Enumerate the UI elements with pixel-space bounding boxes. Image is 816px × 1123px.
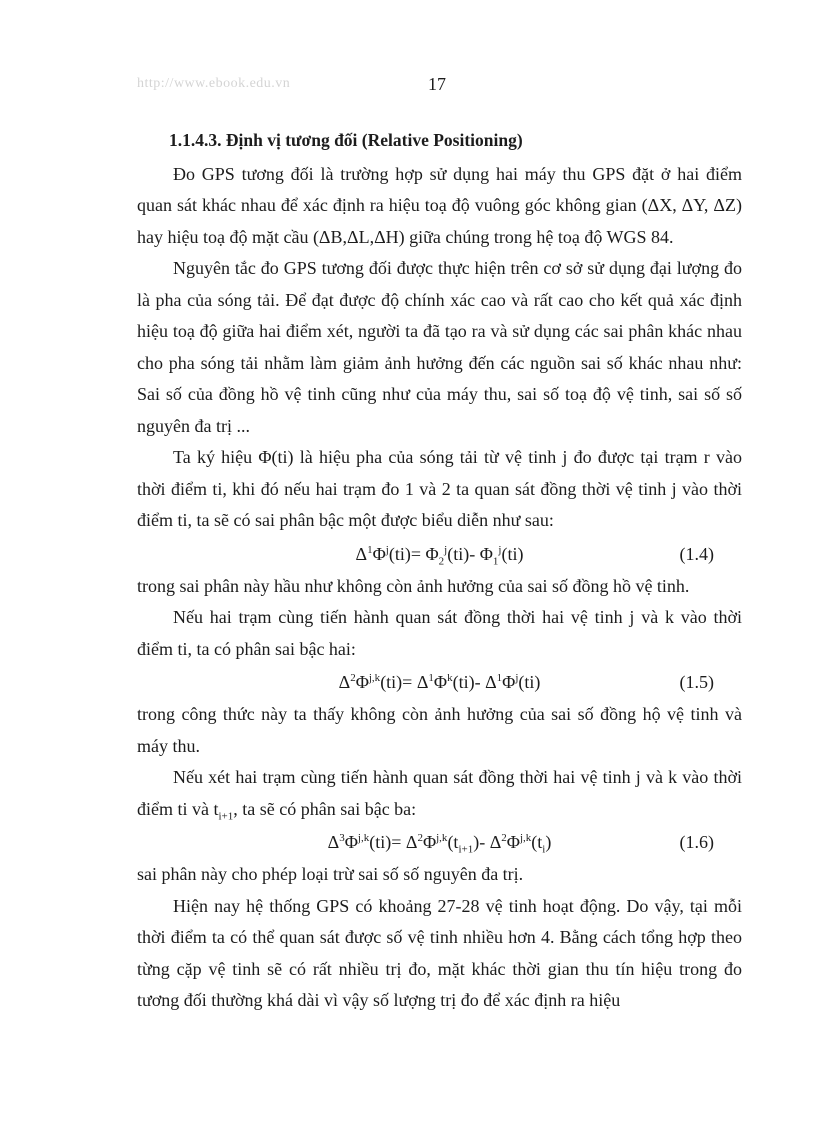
equation-number: (1.6) <box>679 832 714 852</box>
text-fragment: , ta sẽ có phân sai bậc ba: <box>233 798 417 819</box>
paragraph-notation: Ta ký hiệu Φ(ti) là hiệu pha của sóng tải từ vệ tinh j đo được tại trạm r vào thời điểm ti, khi đó nếu hai trạm đo 1 và 2 ta quan sát đồng thời vệ tinh j vào thời điểm ti, ta sẽ có sai phân bậc một được biểu diễn như sau: <box>137 447 742 530</box>
equation-formula: $\Delta^2\Phi^{j,k}(ti)= \Delta^1\Phi^k(ti)-$ $\Delta^1\Phi^j(ti)$ <box>338 672 541 692</box>
paragraph-after-eq2: trong công thức này ta thấy không còn ảnh hưởng của sai số đồng hộ vệ tinh và máy thu. <box>137 704 742 756</box>
equation-1-4 <box>137 537 742 571</box>
page-body <box>137 125 742 1017</box>
paragraph-relative-gps: Đo GPS tương đối là trường hợp sử dụng hai máy thu GPS đặt ở hai điểm quan sát khác nhau để xác định ra hiệu toạ độ vuông góc không gian (ΔX, ΔY, ΔZ) hay hiệu toạ độ mặt cầu (ΔB,ΔL,ΔH) giữa chúng trong hệ toạ độ WGS 84. <box>137 163 742 247</box>
subscript: i+1 <box>218 810 234 823</box>
watermark-url: http://www.ebook.edu.vn <box>137 76 291 91</box>
paragraph-principle: Nguyên tắc đo GPS tương đối được thực hiện trên cơ sở sử dụng đại lượng đo là pha của sóng tải. Để đạt được độ chính xác cao và rất cao cho kết quả xác định hiệu toạ độ giữa hai điểm xét, người ta đã tạo ra và sử dụng các sai phân khác nhau cho pha sóng tải nhằm làm giảm ảnh hưởng đến các nguồn sai số khác nhau như: Sai số của đồng hồ vệ tinh cũng như của máy thu, sai số toạ độ vệ tinh, sai số số nguyên đa trị ... <box>137 258 742 436</box>
page-number: 17 <box>428 74 446 94</box>
paragraph-after-eq3: sai phân này cho phép loại trừ sai số số nguyên đa trị. <box>137 864 524 884</box>
equation-1-6 <box>137 825 742 859</box>
paragraph-satellites: Hiện nay hệ thống GPS có khoảng 27-28 vệ tinh hoạt động. Do vậy, tại mỗi thời điểm ta có thể quan sát được số vệ tinh nhiều hơn 4. Bằng cách tổng hợp theo từng cặp vệ tinh sẽ có rất nhiều trị đo, mặt khác thời gian thu tín hiệu trong đo tương đối thường khá dài vì vậy số lượng trị đo để xác định ra hiệu <box>137 895 742 1010</box>
text-fragment: Nếu xét hai trạm cùng tiến hành quan sát đồng thời hai vệ tinh j và k vào thời điểm ti và t <box>137 767 742 819</box>
section-heading: 1.1.4.3. Định vị tương đối (Relative Positioning) <box>169 130 523 150</box>
equation-number: (1.5) <box>679 672 714 692</box>
paragraph-triple-diff <box>137 762 742 825</box>
equation-number: (1.4) <box>679 543 714 564</box>
equation-formula: $\Delta^3\Phi^{j,k}(ti)= \Delta^2\Phi^{j,k}(t_{i+1})-$ $\Delta^2\Phi^{j,k}(t_i)$ <box>327 832 552 856</box>
paragraph-double-diff: Nếu hai trạm cùng tiến hành quan sát đồng thời hai vệ tinh j và k vào thời điểm ti, ta có phân sai bậc hai: <box>137 607 742 659</box>
equation-formula: $\Delta^1\Phi^j(ti)= \Phi_2^j(ti)-$ $\Phi_1^j(ti)$ <box>355 543 524 568</box>
paragraph-after-eq1: trong sai phân này hầu như không còn ảnh hưởng của sai số đồng hồ vệ tinh. <box>137 575 690 596</box>
equation-1-5 <box>137 665 742 699</box>
